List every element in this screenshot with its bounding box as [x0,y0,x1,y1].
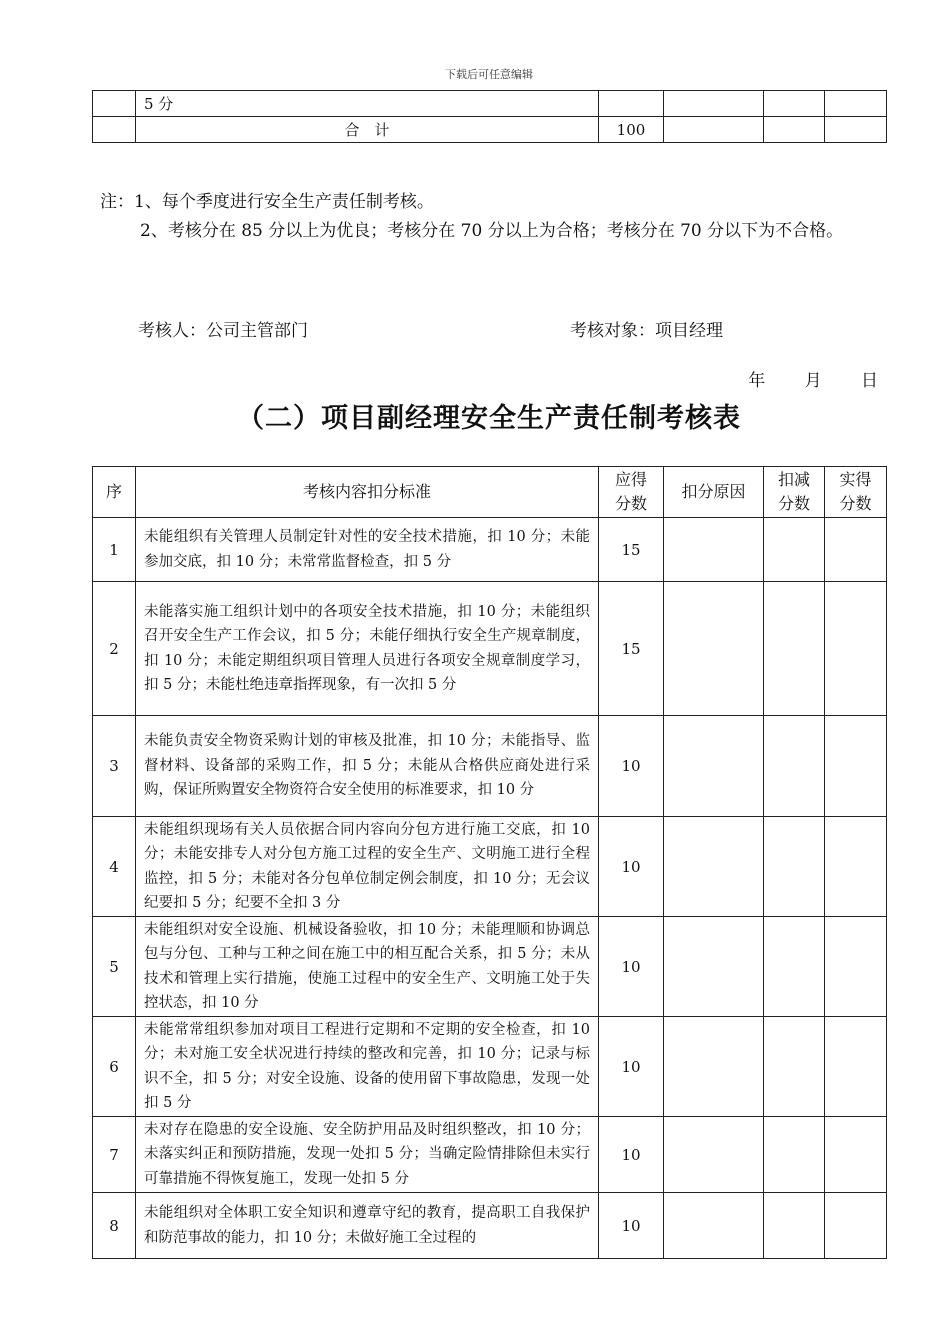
assessment-table [92,466,887,1259]
page-title: （二）项目副经理安全生产责任制考核表 [237,403,741,434]
header-content: 考核内容扣分标准 [136,467,599,518]
table-row [93,716,887,817]
table-header-row [93,467,887,518]
row-seq: 7 [93,1117,136,1193]
table-row [93,817,887,917]
row-content: 未能组织现场有关人员依据合同内容向分包方进行施工交底，扣 10 分；未能安排专人对分包方施工过程的安全生产、文明施工进行全程监控，扣 5 分；未能对各分包单位制定例会制度，扣 10 分；无会议纪要扣 5 分；纪要不全扣 3 分 [136,817,599,917]
row-seq: 3 [93,716,136,817]
row-seq: 1 [93,518,136,582]
row-seq: 6 [93,1017,136,1117]
row-content: 未能常常组织参加对项目工程进行定期和不定期的安全检查，扣 10 分；未对施工安全状况进行持续的整改和完善，扣 10 分；记录与标识不全，扣 5 分；对安全设施、设备的使用留下事故隐患，发现一处扣 5 分 [136,1017,599,1117]
row-seq: 8 [93,1193,136,1259]
row-content: 未能组织对安全设施、机械设备验收，扣 10 分；未能理顺和协调总包与分包、工种与工种之间在施工中的相互配合关系，扣 5 分；未从技术和管理上实行措施，使施工过程中的安全生产、文明施工处于失控状态，扣 10 分 [136,917,599,1017]
continued-content-cell: 5 分 [136,91,599,117]
row-seq: 2 [93,582,136,716]
note-line-1: 注：1、每个季度进行安全生产责任制考核。 [100,192,434,212]
row-content: 未能组织对全体职工安全知识和遵章守纪的教育，提高职工自我保护和防范事故的能力，扣 10 分；未做好施工全过程的 [136,1193,599,1259]
header-reason: 扣分原因 [664,467,764,518]
row-seq: 4 [93,817,136,917]
row-score: 10 [599,817,664,917]
row-score: 10 [599,1117,664,1193]
table-row [93,1117,887,1193]
header-deduct-score: 扣减 分数 [764,467,825,518]
table-row [93,1193,887,1259]
assessor-label: 考核人：公司主管部门 [138,321,308,341]
header-actual-score: 实得 分数 [825,467,887,518]
total-row [93,117,887,143]
header-due-score: 应得 分数 [599,467,664,518]
row-score: 15 [599,582,664,716]
row-score: 10 [599,1193,664,1259]
table-row [93,91,887,117]
row-content: 未能组织有关管理人员制定针对性的安全技术措施，扣 10 分；未能参加交底，扣 10 分；未常常监督检查，扣 5 分 [136,518,599,582]
table-row [93,582,887,716]
table-row [93,518,887,582]
row-content: 未对存在隐患的安全设施、安全防护用品及时组织整改，扣 10 分；未落实纠正和预防措施，发现一处扣 5 分；当确定险情排除但未实行可靠措施不得恢复施工，发现一处扣 5 分 [136,1117,599,1193]
table-row [93,1017,887,1117]
row-score: 10 [599,716,664,817]
header-seq: 序 [93,467,136,518]
row-score: 15 [599,518,664,582]
header-note: 下载后可任意编辑 [445,68,533,81]
previous-table [92,90,887,143]
row-seq: 5 [93,917,136,1017]
row-score: 10 [599,917,664,1017]
total-label: 合 计 [136,117,599,143]
total-score: 100 [599,117,664,143]
row-content: 未能负责安全物资采购计划的审核及批准，扣 10 分；未能指导、监督材料、设备部的采购工作，扣 5 分；未能从合格供应商处进行采购，保证所购置安全物资符合安全使用的标准要求，扣 10 分 [136,716,599,817]
row-content: 未能落实施工组织计划中的各项安全技术措施，扣 10 分；未能组织召开安全生产工作会议，扣 5 分；未能仔细执行安全生产规章制度，扣 10 分；未能定期组织项目管理人员进行各项安全规章制度学习，扣 5 分；未能杜绝违章指挥现象，有一次扣 5 分 [136,582,599,716]
row-score: 10 [599,1017,664,1117]
notes [100,188,880,246]
assessment-target-label: 考核对象：项目经理 [570,321,723,341]
table-row [93,917,887,1017]
date-line: 年 月 日 [748,371,878,391]
note-line-2: 2、考核分在 85 分以上为优良；考核分在 70 分以上为合格；考核分在 70 分以下为不合格。 [140,221,844,241]
